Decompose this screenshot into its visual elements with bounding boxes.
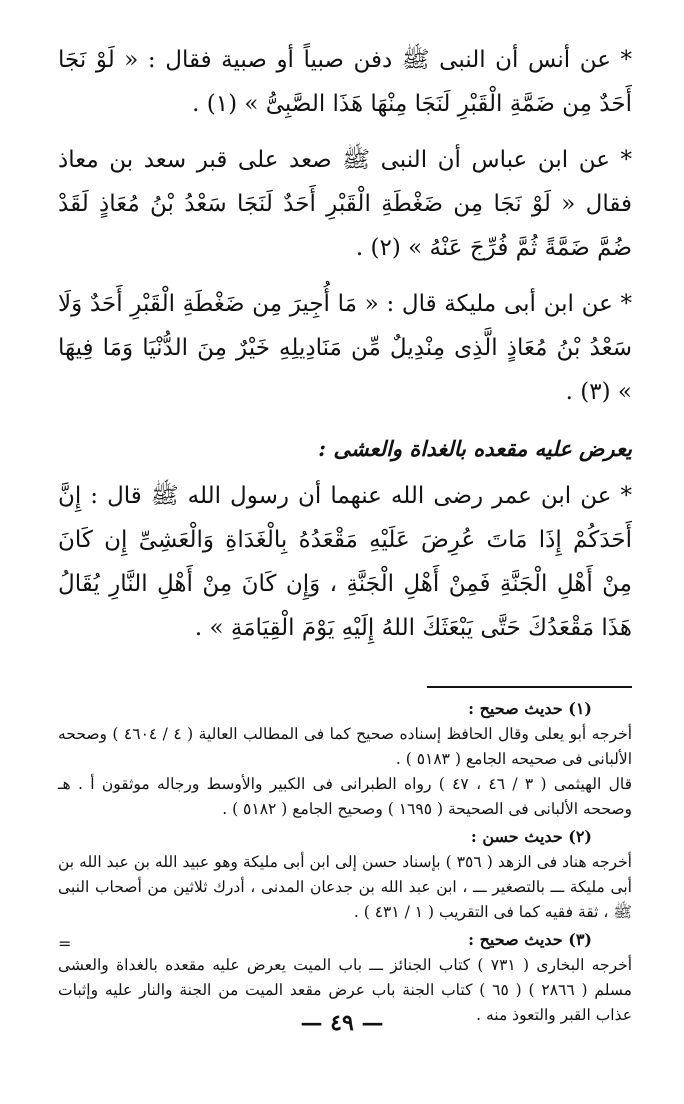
footnote-3-title: (٣) حديث صحيح : <box>468 930 592 949</box>
footnote-2-line-1: أخرجه هناد فى الزهد ( ٣٥٦ ) بإسناد حسن إلى ابن أبى مليكة وهو عبيد الله بن عبد الله بن أبى مليكة ـــ بالتصغير ـــ ، ابن عبد الله بن جدعان المدنى ، أدرك ثلاثين من أصحاب النبى ﷺ ، ثقة فقيه كما فى التقريب ( ١ / ٤٣١ ) . <box>58 853 632 921</box>
paragraph-1: * عن أنس أن النبى ﷺ دفن صبياً أو صبية فقال : « لَوْ نَجَا أَحَدٌ مِن ضَمَّةِ الْقَبْرِ لَنَجَا مِنْهَا هَذَا الصَّبِىُّ » (١) . <box>58 47 632 117</box>
footnote-1-line-1: أخرجه أبو يعلى وقال الحافظ إسناده صحيح كما فى المطالب العالية ( ٤ / ٤٦٠٤ ) وصححه الألبانى فى صحيحه الجامع ( ٥١٨٣ ) . <box>58 725 633 768</box>
footnote-1-line-2: قال الهيثمى ( ٣ / ٤٦ ، ٤٧ ) رواه الطبرانى فى الكبير والأوسط ورجاله موثقون أ . هـ وصححه الألبانى فى الصحيحة ( ١٦٩٥ ) وصحيح الجامع ( ٥١٨٢ ) . <box>58 775 632 818</box>
footnote-divider <box>427 686 632 688</box>
section-heading: يعرض عليه مقعده بالغداة والعشى : <box>318 436 632 461</box>
paragraph-2: * عن ابن عباس أن النبى ﷺ صعد على قبر سعد بن معاذ فقال « لَوْ نَجَا مِن ضَغْطَةِ الْقَبْرِ أَحَدٌ لَنَجَا سَعْدُ بْنُ مُعَاذٍ لَقَدْ ضُمَّ ضَمَّةً ثُمَّ فُرِّجَ عَنْهُ » (٢) . <box>58 147 632 261</box>
footnotes <box>58 696 632 1028</box>
paragraph-3: * عن ابن أبى مليكة قال : « مَا أُجِيرَ مِن ضَغْطَةِ الْقَبْرِ أَحَدٌ وَلَا سَعْدُ بْنُ مُعَاذٍ الَّذِى مِنْدِيلٌ مِّن مَنَادِيلِهِ خَيْرٌ مِنَ الدُّنْيَا وَمَا فِيهَا » (٣) . <box>58 291 632 405</box>
footnote-1-title: (١) حديث صحيح : <box>468 699 592 718</box>
page-number: — ٤٩ — <box>300 1010 384 1036</box>
footnote-3-line-1: أخرجه البخارى ( ٧٣١ ) كتاب الجنائز ـــ باب الميت يعرض عليه مقعده بالغداة والعشى مسلم ( ٢٨٦٦ ) ( ٦٥ ) كتاب الجنة باب عرض مقعد الميت من الجنة والنار عليه وإثبات عذاب القبر والتعوذ منه . <box>58 956 633 1024</box>
margin-mark: = <box>58 934 72 953</box>
footnote-2-title: (٢) حديث حسن : <box>470 827 592 846</box>
paragraph-4: * عن ابن عمر رضى الله عنهما أن رسول الله ﷺ قال : إِنَّ أَحَدَكُمْ إِذَا مَاتَ عُرِضَ عَلَيْهِ مَقْعَدُهُ بِالْغَدَاةِ وَالْعَشِىِّ إِن كَانَ مِنْ أَهْلِ الْجَنَّةِ فَمِنْ أَهْلِ الْجَنَّةِ ، وَإِن كَانَ مِنْ أَهْلِ النَّارِ يُقَالُ هَذَا مَقْعَدُكَ حَتَّى يَبْعَثَكَ اللهُ إِلَيْهِ يَوْمَ الْقِيَامَةِ » . <box>58 483 632 641</box>
